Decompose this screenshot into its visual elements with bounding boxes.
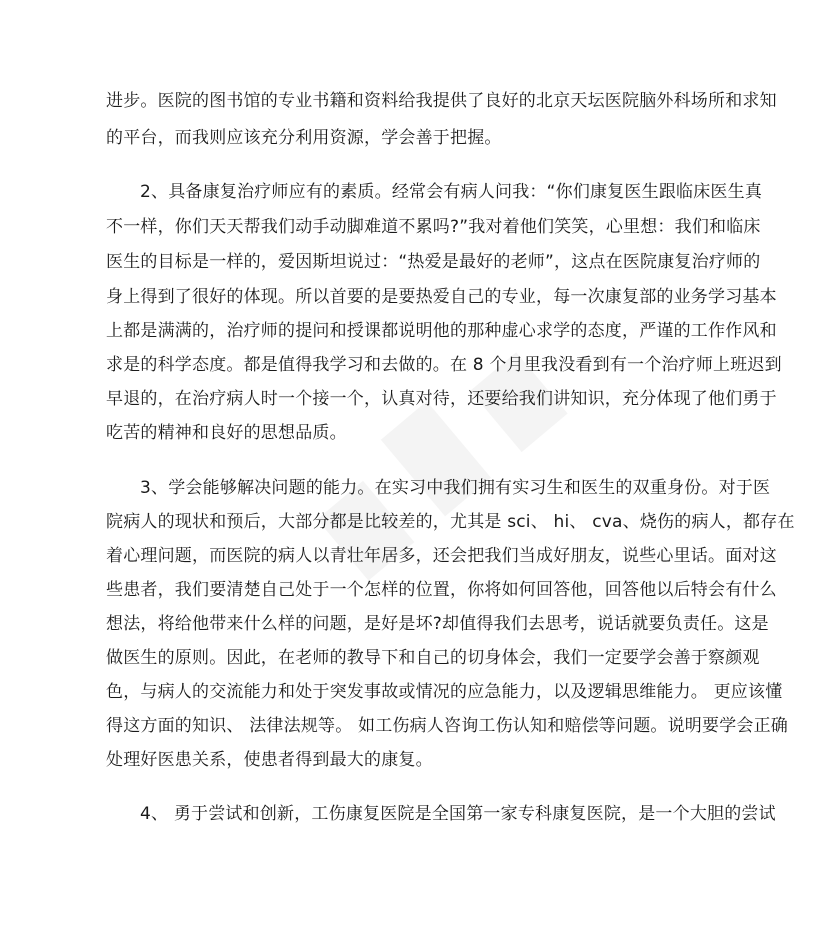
paragraph-line: 想法，将给他带来什么样的问题，是好是坏?却值得我们去思考，说话就要负责任。这是	[106, 614, 769, 634]
paragraph-line: 2、具备康复治疗师应有的素质。经常会有病人问我：“你们康复医生跟临床医生真	[140, 182, 763, 202]
paragraph-line: 4、 勇于尝试和创新，工伤康复医院是全国第一家专科康复医院，是一个大胆的尝试	[140, 804, 776, 824]
paragraph-line: 求是的科学态度。都是值得我学习和去做的。在 8 个月里我没看到有一个治疗师上班迟到	[106, 355, 782, 375]
paragraph-line: 得这方面的知识、 法律法规等。 如工伤病人咨询工伤认知和赔偿等问题。说明要学会正确	[106, 716, 789, 736]
paragraph-line: 上都是满满的，治疗师的提问和授课都说明他的那种虚心求学的态度，严谨的工作作风和	[106, 321, 777, 341]
paragraph-line: 进步。医院的图书馆的专业书籍和资料给我提供了良好的北京天坛医院脑外科场所和求知	[106, 91, 777, 111]
paragraph-line: 早退的，在治疗病人时一个接一个，认真对待，还要给我们讲知识，充分体现了他们勇于	[106, 389, 777, 409]
paragraph-line: 做医生的原则。因此，在老师的教导下和自己的切身体会，我们一定要学会善于察颜观	[106, 648, 760, 668]
paragraph-line: 些患者，我们要清楚自己处于一个怎样的位置，你将如何回答他，回答他以后特会有什么	[106, 580, 777, 600]
paragraph-line: 色，与病人的交流能力和处于突发事故或情况的应急能力，以及逻辑思维能力。 更应该懂	[106, 682, 783, 702]
paragraph-line: 不一样，你们天天帮我们动手动脚难道不累吗?”我对着他们笑笑，心里想：我们和临床	[106, 217, 761, 237]
paragraph-line: 医生的目标是一样的，爱因斯坦说过：“热爱是最好的老师”，这点在医院康复治疗师的	[106, 252, 761, 272]
paragraph-line: 院病人的现状和预后，大部分都是比较差的，尤其是 sci、 hi、 cva、烧伤的病人，都存在	[106, 512, 795, 532]
paragraph-line: 处理好医患关系，使患者得到最大的康复。	[106, 750, 433, 770]
paragraph-line: 身上得到了很好的体现。所以首要的是要热爱自己的专业，每一次康复部的业务学习基本	[106, 287, 777, 307]
paragraph-line: 吃苦的精神和良好的思想品质。	[106, 423, 347, 443]
paragraph-line: 3、学会能够解决问题的能力。在实习中我们拥有实习生和医生的双重身份。对于医	[140, 478, 771, 498]
paragraph-line: 的平台，而我则应该充分利用资源，学会善于把握。	[106, 128, 502, 148]
paragraph-line: 着心理问题，而医院的病人以青壮年居多，还会把我们当成好朋友，说些心里话。面对这	[106, 546, 777, 566]
